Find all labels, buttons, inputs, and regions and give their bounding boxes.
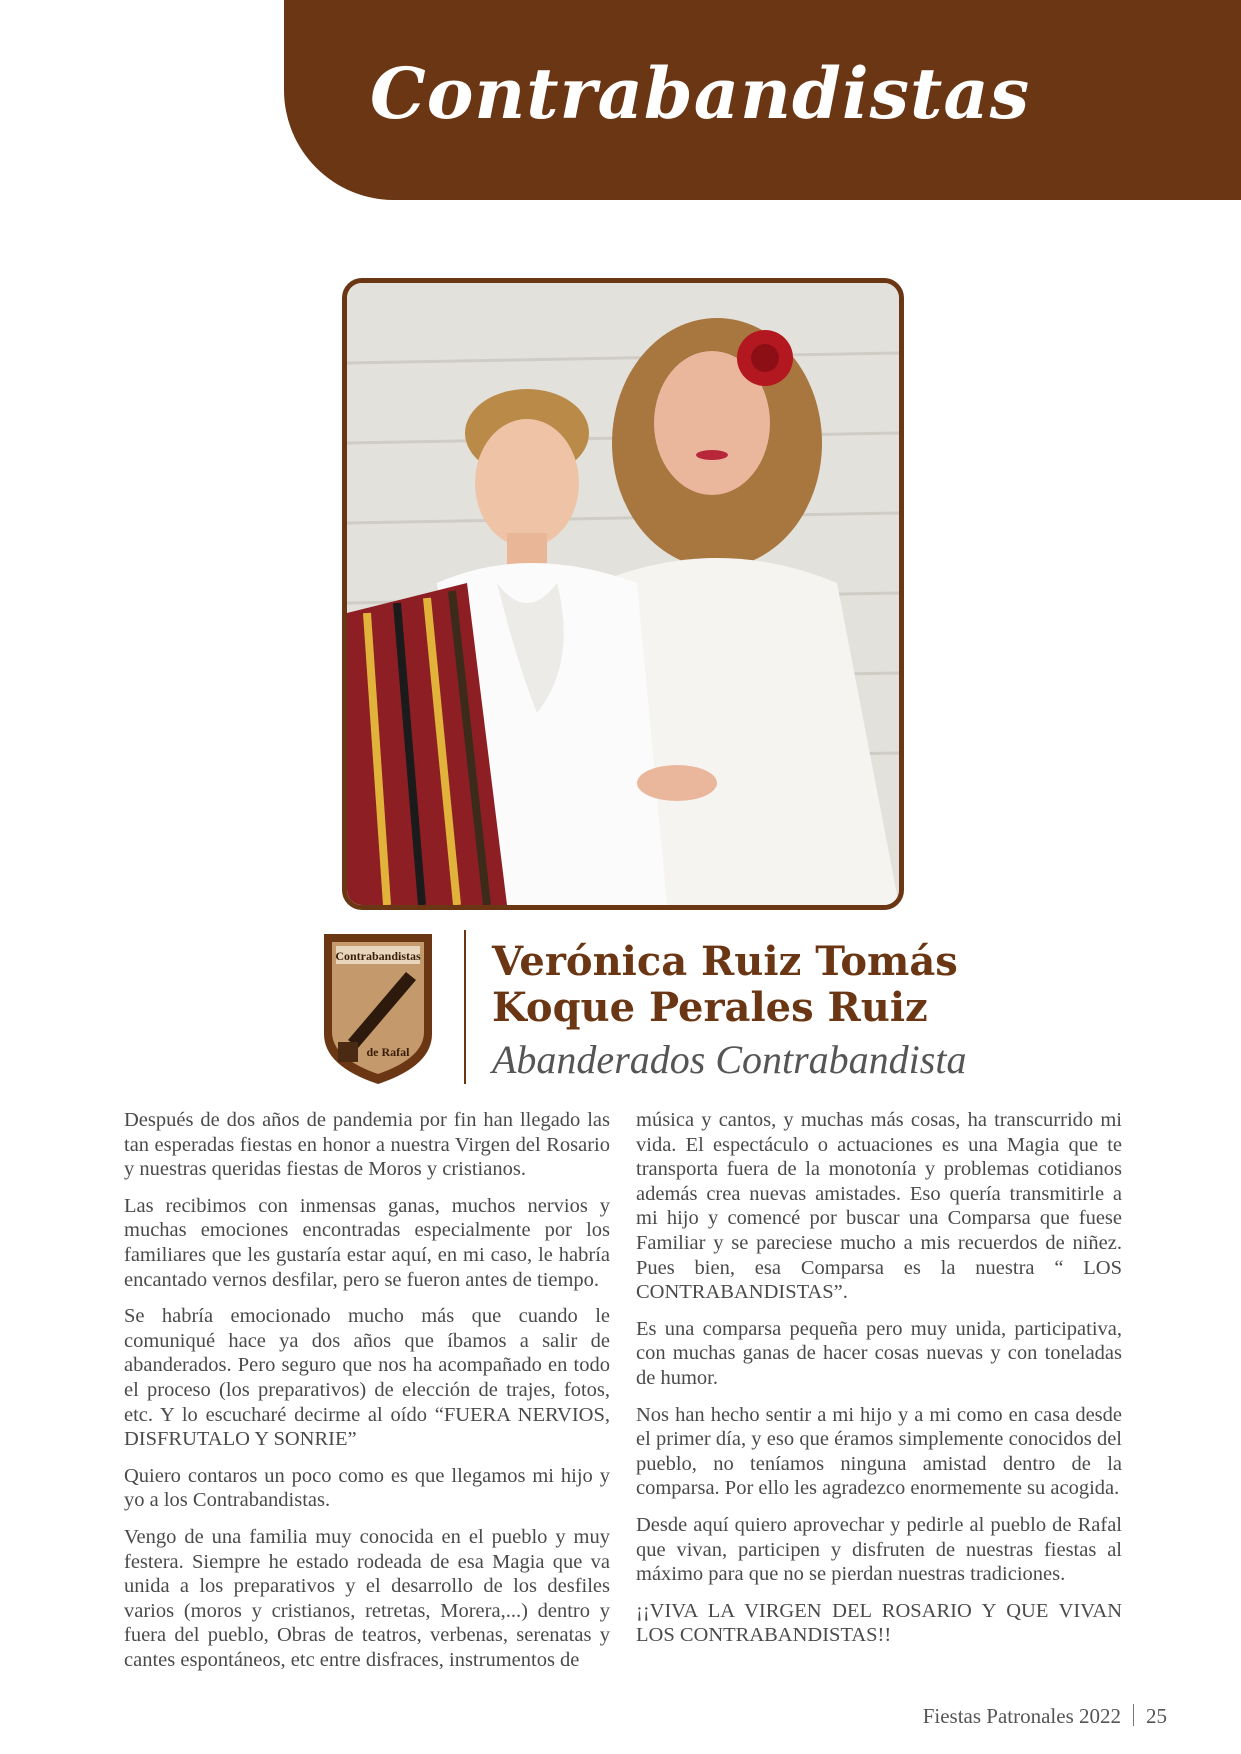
comparsa-shield-logo xyxy=(320,930,436,1086)
person-name-1: Verónica Ruiz Tomás xyxy=(492,938,958,985)
publication-name: Fiestas Patronales 2022 xyxy=(922,1704,1121,1728)
paragraph: Quiero contaros un poco como es que llegamos mi hijo y yo a los Contrabandistas. xyxy=(124,1464,610,1512)
page-title: Contrabandistas xyxy=(370,52,1031,135)
article-column-right xyxy=(636,1108,1122,1660)
paragraph: Vengo de una familia muy conocida en el pueblo y muy festera. Siempre he estado rodeada de esa Magia que va unida a los preparativos y el desarrollo de los desfiles varios (moros y cristianos, retretas, Morera,...) dentro y fuera del pueblo, Obras de teatros, verbenas, serenatas y cantes espontáneos, etc entre disfraces, instrumentos de xyxy=(124,1525,610,1671)
person-role: Abanderados Contrabandista xyxy=(492,1037,967,1082)
portrait-photo-icon xyxy=(347,283,899,905)
paragraph: Se habría emocionado mucho más que cuando le comuniqué hace ya dos años que íbamos a salir de abanderados. Pero seguro que nos ha acompañado en todo el proceso (los preparativos) de elección de trajes, fotos, etc. Y lo escucharé decirme al oído “FUERA NERVIOS, DISFRUTALO Y SONRIE” xyxy=(124,1305,610,1451)
paragraph: Después de dos años de pandemia por fin han llegado las tan esperadas fiestas en honor a nuestra Virgen del Rosario y nuestras queridas fiestas de Moros y cristianos. xyxy=(124,1109,610,1181)
paragraph: Las recibimos con inmensas ganas, muchos nervios y muchas emociones encontradas especialmente por los familiares que les gustaría estar aquí, en mi caso, le habría encantado vernos desfilar, pero se fueron antes de tiempo. xyxy=(124,1194,610,1291)
paragraph: música y cantos, y muchas más cosas, ha transcurrido mi vida. El espectáculo o actuaciones es una Magia que te transporta fuera de la monotonía y problemas cotidianos además crea nuevas amistades. Eso quería transmitirle a mi hijo y comencé por buscar una Comparsa que fuese Familiar y se pareciese mucho a mis recuerdos de niñez. Pues bien, esa Comparsa es la nuestra “ LOS CONTRABANDISTAS”. xyxy=(636,1109,1122,1304)
paragraph: Es una comparsa pequeña pero muy unida, participativa, con muchas ganas de hacer cosas nuevas y con toneladas de humor. xyxy=(636,1317,1122,1389)
article-column-left xyxy=(124,1108,610,1684)
paragraph: ¡¡VIVA LA VIRGEN DEL ROSARIO Y QUE VIVAN LOS CONTRABANDISTAS!! xyxy=(636,1599,1122,1647)
person-name-2: Koque Perales Ruiz xyxy=(492,984,928,1031)
paragraph: Nos han hecho sentir a mi hijo y a mi como en casa desde el primer día, y eso que éramos simplemente conocidos del pueblo, no teníamos ninguna amistad dentro de la comparsa. Por ello les agradezco enormemente su acogida. xyxy=(636,1403,1122,1500)
footer-separator xyxy=(1133,1704,1134,1726)
name-divider xyxy=(464,930,466,1084)
logo-text-bottom: de Rafal xyxy=(366,1045,410,1059)
page-number: 25 xyxy=(1146,1704,1167,1728)
logo-text-top: Contrabandistas xyxy=(335,949,421,963)
paragraph: Desde aquí quiero aprovechar y pedirle al pueblo de Rafal que vivan, participen y disfruten de nuestras fiestas al máximo para que no se pierdan nuestras tradiciones. xyxy=(636,1513,1122,1586)
portrait-photo xyxy=(342,278,904,910)
page-footer xyxy=(923,1704,1167,1729)
